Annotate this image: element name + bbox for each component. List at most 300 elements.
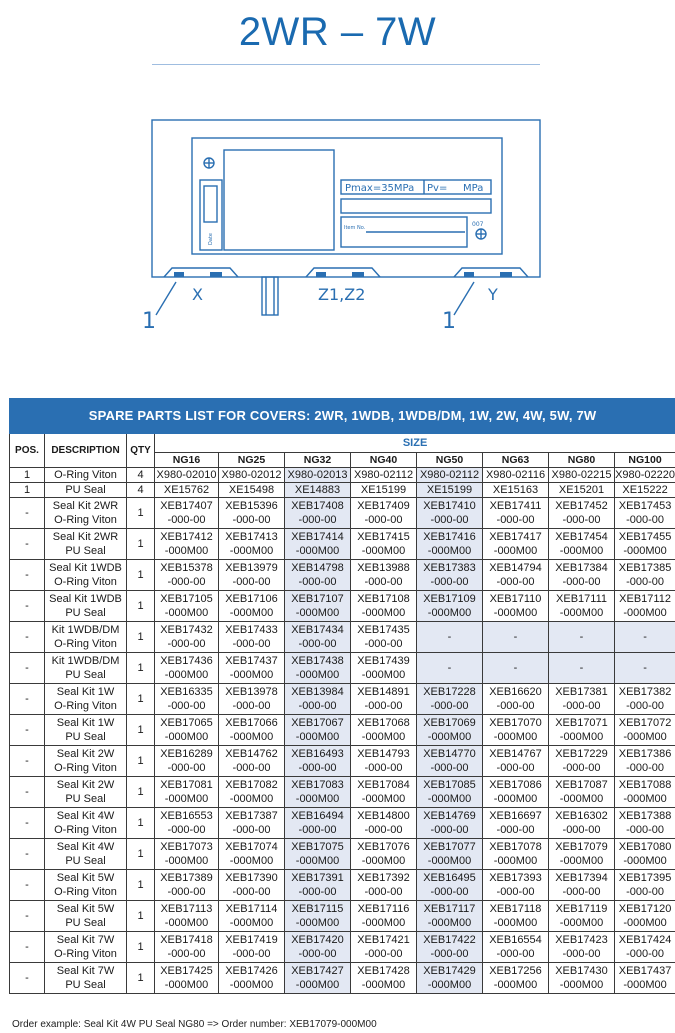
description-line: O-Ring Viton bbox=[54, 948, 117, 960]
description-line: Kit 1WDB/DM bbox=[51, 655, 120, 667]
part-number-cell bbox=[285, 715, 351, 746]
description-cell bbox=[45, 777, 127, 808]
part-number-cell bbox=[219, 746, 285, 777]
part-number-line: -000-00 bbox=[626, 514, 665, 526]
part-number-line: -000M00 bbox=[623, 545, 667, 557]
size-header-ng25: NG25 bbox=[219, 453, 285, 468]
code-label: 007 bbox=[472, 221, 484, 228]
part-number-cell bbox=[615, 653, 675, 684]
part-number-cell bbox=[155, 715, 219, 746]
part-number-cell bbox=[351, 808, 417, 839]
description-cell bbox=[45, 746, 127, 777]
part-number-cell bbox=[549, 468, 615, 483]
part-number-cell bbox=[285, 777, 351, 808]
pos-cell: 1 bbox=[10, 468, 45, 483]
part-number-line: XEB17117 bbox=[423, 903, 476, 915]
part-number-line: -000M00 bbox=[559, 855, 604, 867]
part-number-line: -000-00 bbox=[167, 514, 206, 526]
part-number-line: -000M00 bbox=[164, 979, 209, 991]
description-line: Seal Kit 7W bbox=[56, 965, 115, 977]
qty-cell: 1 bbox=[127, 808, 155, 839]
part-number-line: XEB17436 bbox=[160, 655, 213, 667]
part-number-cell bbox=[615, 808, 675, 839]
qty-cell: 1 bbox=[127, 529, 155, 560]
part-number-cell bbox=[417, 901, 483, 932]
part-number-cell bbox=[417, 715, 483, 746]
description-line: PU Seal bbox=[65, 669, 106, 681]
part-number-cell bbox=[549, 498, 615, 529]
part-number-line: - bbox=[447, 631, 452, 643]
part-number-line: XEB17113 bbox=[160, 903, 213, 915]
part-number-cell bbox=[155, 870, 219, 901]
part-number-cell bbox=[285, 932, 351, 963]
part-number-cell bbox=[417, 870, 483, 901]
part-number-line: -000-00 bbox=[298, 824, 337, 836]
description-line: Seal Kit 2W bbox=[56, 779, 115, 791]
part-number-line: -000-00 bbox=[626, 700, 665, 712]
part-number-cell bbox=[549, 483, 615, 498]
part-number-line: -000-00 bbox=[298, 576, 337, 588]
part-number-line: -000-00 bbox=[364, 948, 403, 960]
part-number-cell bbox=[483, 622, 549, 653]
part-number-line: XEB17075 bbox=[291, 841, 344, 853]
part-number-cell bbox=[615, 498, 675, 529]
part-number-cell bbox=[417, 468, 483, 483]
part-number-line: XEB17414 bbox=[291, 531, 344, 543]
part-number-cell bbox=[219, 529, 285, 560]
part-number-line: -000M00 bbox=[361, 979, 406, 991]
part-number-line: XEB17407 bbox=[160, 500, 213, 512]
part-number-line: -000-00 bbox=[298, 948, 337, 960]
part-number-cell bbox=[417, 498, 483, 529]
part-number-line: X980-02215 bbox=[551, 469, 612, 481]
part-number-line: -000-00 bbox=[298, 700, 337, 712]
part-number-line: XEB13979 bbox=[225, 562, 278, 574]
part-number-line: -000-00 bbox=[167, 762, 206, 774]
part-number-cell bbox=[615, 684, 675, 715]
part-number-line: -000M00 bbox=[295, 669, 340, 681]
part-number-line: -000-00 bbox=[167, 700, 206, 712]
size-header-ng63: NG63 bbox=[483, 453, 549, 468]
part-number-line: XEB16494 bbox=[291, 810, 344, 822]
part-number-line: -000-00 bbox=[562, 886, 601, 898]
table-banner: SPARE PARTS LIST FOR COVERS: 2WR, 1WDB, 1WDB/DM, 1W, 2W, 4W, 5W, 7W bbox=[10, 399, 675, 434]
part-number-line: -000M00 bbox=[361, 669, 406, 681]
part-number-cell bbox=[549, 653, 615, 684]
part-number-cell bbox=[155, 483, 219, 498]
part-number-line: XEB17080 bbox=[618, 841, 672, 853]
table-row bbox=[10, 715, 675, 746]
part-number-line: -000-00 bbox=[626, 886, 665, 898]
part-number-cell bbox=[285, 746, 351, 777]
part-number-cell bbox=[483, 777, 549, 808]
part-number-line: XE15222 bbox=[622, 484, 668, 496]
part-number-line: XEB16495 bbox=[423, 872, 476, 884]
part-number-line: XEB15378 bbox=[160, 562, 213, 574]
pv-label: Pv= bbox=[427, 183, 448, 194]
part-number-line: -000M00 bbox=[164, 669, 209, 681]
part-number-line: -000M00 bbox=[295, 855, 340, 867]
part-number-cell bbox=[549, 529, 615, 560]
description-cell bbox=[45, 870, 127, 901]
part-number-cell bbox=[615, 529, 675, 560]
part-number-cell bbox=[549, 963, 615, 994]
part-number-cell bbox=[615, 622, 675, 653]
part-number-line: XEB17394 bbox=[555, 872, 608, 884]
part-number-cell bbox=[615, 932, 675, 963]
part-number-cell bbox=[351, 870, 417, 901]
part-number-line: XEB17081 bbox=[160, 779, 213, 791]
part-number-line: -000M00 bbox=[164, 855, 209, 867]
description-line: Seal Kit 5W bbox=[56, 903, 115, 915]
part-number-line: XEB13978 bbox=[225, 686, 278, 698]
table-row bbox=[10, 560, 675, 591]
part-number-line: XEB17415 bbox=[357, 531, 410, 543]
part-number-cell bbox=[615, 870, 675, 901]
part-number-line: XEB17428 bbox=[357, 965, 410, 977]
part-number-line: XEB17429 bbox=[423, 965, 476, 977]
table-row bbox=[10, 653, 675, 684]
part-number-line: XEB17228 bbox=[423, 686, 476, 698]
part-number-line: XEB17120 bbox=[618, 903, 672, 915]
part-number-line: XEB17422 bbox=[423, 934, 476, 946]
part-number-cell bbox=[615, 468, 675, 483]
part-number-cell bbox=[549, 808, 615, 839]
part-number-cell bbox=[351, 560, 417, 591]
pos-cell: - bbox=[10, 963, 45, 994]
part-number-line: XEB14800 bbox=[357, 810, 410, 822]
part-number-line: XEB17409 bbox=[357, 500, 410, 512]
parts-body bbox=[10, 468, 675, 994]
part-number-line: -000M00 bbox=[623, 793, 667, 805]
part-number-line: XEB17420 bbox=[291, 934, 344, 946]
part-number-line: -000M00 bbox=[427, 545, 472, 557]
part-number-line: -000M00 bbox=[164, 731, 209, 743]
part-number-line: XEB16697 bbox=[489, 810, 542, 822]
part-number-cell bbox=[615, 777, 675, 808]
part-number-cell bbox=[483, 870, 549, 901]
part-number-cell bbox=[549, 684, 615, 715]
part-number-line: -000-00 bbox=[496, 576, 535, 588]
pv-unit-label: MPa bbox=[463, 183, 484, 194]
part-number-cell bbox=[351, 498, 417, 529]
part-number-line: XEB13984 bbox=[291, 686, 344, 698]
col-qty-header: QTY bbox=[127, 434, 155, 468]
part-number-line: -000M00 bbox=[361, 731, 406, 743]
description-line: O-Ring Viton bbox=[54, 469, 117, 481]
description-line: O-Ring Viton bbox=[54, 576, 117, 588]
part-number-cell bbox=[351, 622, 417, 653]
part-number-line: X980-02112 bbox=[419, 469, 480, 481]
part-number-line: XEB17115 bbox=[291, 903, 344, 915]
part-number-line: XEB17069 bbox=[423, 717, 476, 729]
part-number-cell bbox=[155, 932, 219, 963]
part-number-line: XEB14798 bbox=[291, 562, 344, 574]
description-line: PU Seal bbox=[65, 607, 106, 619]
part-number-cell bbox=[155, 622, 219, 653]
part-number-line: XEB17424 bbox=[618, 934, 672, 946]
part-number-cell bbox=[417, 746, 483, 777]
part-number-line: -000-00 bbox=[364, 638, 403, 650]
part-number-line: -000M00 bbox=[623, 855, 667, 867]
part-number-line: XEB17065 bbox=[160, 717, 213, 729]
part-number-line: XEB17387 bbox=[225, 810, 278, 822]
part-number-line: -000M00 bbox=[361, 793, 406, 805]
part-number-cell bbox=[155, 901, 219, 932]
part-number-cell bbox=[483, 653, 549, 684]
qty-cell: 1 bbox=[127, 777, 155, 808]
description-line: PU Seal bbox=[65, 793, 106, 805]
part-number-line: -000M00 bbox=[559, 545, 604, 557]
part-number-line: XEB16335 bbox=[160, 686, 213, 698]
part-number-line: -000M00 bbox=[295, 917, 340, 929]
part-number-line: -000M00 bbox=[559, 731, 604, 743]
part-number-cell bbox=[219, 653, 285, 684]
description-line: O-Ring Viton bbox=[54, 700, 117, 712]
part-number-cell bbox=[285, 963, 351, 994]
description-line: Seal Kit 1W bbox=[56, 717, 115, 729]
part-number-line: XEB17110 bbox=[489, 593, 542, 605]
part-number-cell bbox=[615, 746, 675, 777]
part-number-line: -000M00 bbox=[229, 855, 274, 867]
part-number-cell bbox=[285, 808, 351, 839]
description-cell bbox=[45, 653, 127, 684]
part-number-line: -000M00 bbox=[427, 607, 472, 619]
pos-cell: - bbox=[10, 684, 45, 715]
pos-cell: 1 bbox=[10, 483, 45, 498]
part-number-line: XE14883 bbox=[294, 484, 341, 496]
table-row bbox=[10, 622, 675, 653]
part-number-cell bbox=[351, 901, 417, 932]
port-x-label: X bbox=[192, 285, 203, 304]
part-number-cell bbox=[155, 468, 219, 483]
part-number-line: -000M00 bbox=[229, 731, 274, 743]
part-number-line: XEB17408 bbox=[291, 500, 344, 512]
part-number-line: -000-00 bbox=[626, 576, 665, 588]
part-number-cell bbox=[615, 963, 675, 994]
part-number-line: XEB17419 bbox=[225, 934, 278, 946]
table-row bbox=[10, 591, 675, 622]
part-number-cell bbox=[417, 839, 483, 870]
part-number-cell bbox=[417, 560, 483, 591]
part-number-cell bbox=[285, 591, 351, 622]
part-number-cell bbox=[483, 901, 549, 932]
part-number-cell bbox=[285, 839, 351, 870]
part-number-cell bbox=[155, 498, 219, 529]
part-number-line: -000-00 bbox=[430, 700, 469, 712]
order-example-note: Order example: Seal Kit 4W PU Seal NG80 => Order number: XEB17079-000M00 bbox=[12, 1019, 377, 1030]
part-number-line: XEB17118 bbox=[489, 903, 542, 915]
part-number-line: -000-00 bbox=[430, 576, 469, 588]
part-number-line: -000M00 bbox=[493, 731, 538, 743]
port-z-label: Z1,Z2 bbox=[318, 285, 366, 304]
part-number-line: XEB16302 bbox=[555, 810, 608, 822]
pos-cell: - bbox=[10, 901, 45, 932]
part-number-line: -000M00 bbox=[361, 855, 406, 867]
part-number-line: -000M00 bbox=[361, 607, 406, 619]
description-line: O-Ring Viton bbox=[54, 514, 117, 526]
part-number-cell bbox=[417, 808, 483, 839]
part-number-cell bbox=[285, 560, 351, 591]
part-number-cell bbox=[615, 901, 675, 932]
part-number-line: XEB17074 bbox=[225, 841, 278, 853]
part-number-line: XEB17433 bbox=[225, 624, 278, 636]
size-header-ng50: NG50 bbox=[417, 453, 483, 468]
part-number-line: XEB14767 bbox=[489, 748, 542, 760]
part-number-line: XEB17381 bbox=[555, 686, 608, 698]
part-number-cell bbox=[417, 622, 483, 653]
qty-cell: 1 bbox=[127, 932, 155, 963]
size-header-ng100: NG100 bbox=[615, 453, 675, 468]
description-line: Seal Kit 1WDB bbox=[49, 562, 122, 574]
part-number-line: -000-00 bbox=[364, 886, 403, 898]
part-number-line: XEB17088 bbox=[618, 779, 672, 791]
qty-cell: 1 bbox=[127, 560, 155, 591]
description-line: PU Seal bbox=[65, 731, 106, 743]
description-line: O-Ring Viton bbox=[54, 886, 117, 898]
part-number-cell bbox=[219, 591, 285, 622]
description-line: Seal Kit 4W bbox=[56, 841, 115, 853]
part-number-cell bbox=[549, 839, 615, 870]
part-number-line: XEB14762 bbox=[225, 748, 278, 760]
part-number-cell bbox=[549, 746, 615, 777]
part-number-line: -000M00 bbox=[427, 979, 472, 991]
part-number-cell bbox=[285, 901, 351, 932]
part-number-cell bbox=[351, 963, 417, 994]
part-number-cell bbox=[155, 777, 219, 808]
part-number-line: XEB17071 bbox=[555, 717, 608, 729]
part-number-line: XEB17388 bbox=[618, 810, 672, 822]
pos-cell: - bbox=[10, 839, 45, 870]
part-number-cell bbox=[351, 684, 417, 715]
part-number-line: XEB17078 bbox=[489, 841, 542, 853]
description-cell bbox=[45, 560, 127, 591]
part-number-line: XEB17109 bbox=[423, 593, 476, 605]
part-number-cell bbox=[549, 715, 615, 746]
part-number-line: -000M00 bbox=[361, 545, 406, 557]
part-number-cell bbox=[483, 591, 549, 622]
table-row bbox=[10, 808, 675, 839]
part-number-cell bbox=[155, 839, 219, 870]
pos-cell: - bbox=[10, 870, 45, 901]
part-number-line: -000-00 bbox=[298, 638, 337, 650]
part-number-cell bbox=[615, 591, 675, 622]
part-number-cell bbox=[417, 591, 483, 622]
part-number-line: -000-00 bbox=[298, 762, 337, 774]
part-number-line: XEB17079 bbox=[555, 841, 608, 853]
size-header-ng40: NG40 bbox=[351, 453, 417, 468]
part-number-line: -000-00 bbox=[167, 576, 206, 588]
part-number-line: XEB17382 bbox=[618, 686, 672, 698]
part-number-cell bbox=[417, 653, 483, 684]
description-line: Seal Kit 1WDB bbox=[49, 593, 122, 605]
table-row bbox=[10, 901, 675, 932]
part-number-line: XEB14794 bbox=[489, 562, 542, 574]
part-number-cell bbox=[483, 746, 549, 777]
part-number-line: X980-02010 bbox=[156, 469, 217, 481]
description-cell bbox=[45, 839, 127, 870]
description-line: PU Seal bbox=[65, 979, 106, 991]
table-row bbox=[10, 963, 675, 994]
part-number-cell bbox=[219, 483, 285, 498]
qty-cell: 1 bbox=[127, 746, 155, 777]
table-row bbox=[10, 746, 675, 777]
part-number-line: XEB17434 bbox=[291, 624, 344, 636]
part-number-cell bbox=[155, 808, 219, 839]
part-number-cell bbox=[483, 529, 549, 560]
part-number-line: -000M00 bbox=[493, 607, 538, 619]
part-number-line: -000M00 bbox=[493, 917, 538, 929]
part-number-line: XEB16493 bbox=[291, 748, 344, 760]
part-number-cell bbox=[285, 622, 351, 653]
part-number-line: -000M00 bbox=[493, 545, 538, 557]
part-number-line: XEB17417 bbox=[489, 531, 542, 543]
part-number-line: -000-00 bbox=[167, 886, 206, 898]
qty-cell: 1 bbox=[127, 684, 155, 715]
part-number-line: X980-02012 bbox=[221, 469, 282, 481]
part-number-cell bbox=[417, 529, 483, 560]
part-number-line: XEB17082 bbox=[225, 779, 278, 791]
page-title: 2WR – 7W bbox=[238, 10, 437, 54]
part-number-cell bbox=[351, 529, 417, 560]
description-line: Seal Kit 5W bbox=[56, 872, 115, 884]
part-number-line: -000-00 bbox=[232, 948, 271, 960]
qty-cell: 1 bbox=[127, 963, 155, 994]
col-size-header: SIZE bbox=[155, 434, 675, 453]
part-number-line: -000-00 bbox=[562, 576, 601, 588]
qty-cell: 1 bbox=[127, 901, 155, 932]
part-number-line: XEB13988 bbox=[357, 562, 410, 574]
part-number-cell bbox=[219, 622, 285, 653]
part-number-line: XEB17083 bbox=[291, 779, 344, 791]
part-number-line: -000M00 bbox=[427, 731, 472, 743]
part-number-line: XEB17439 bbox=[357, 655, 410, 667]
size-header-ng16: NG16 bbox=[155, 453, 219, 468]
qty-cell: 1 bbox=[127, 839, 155, 870]
part-number-line: -000M00 bbox=[295, 545, 340, 557]
part-number-line: XE15762 bbox=[163, 484, 210, 496]
part-number-cell bbox=[285, 684, 351, 715]
part-number-cell bbox=[285, 653, 351, 684]
part-number-line: -000-00 bbox=[496, 886, 535, 898]
qty-cell: 1 bbox=[127, 870, 155, 901]
part-number-cell bbox=[351, 777, 417, 808]
part-number-line: -000-00 bbox=[562, 514, 601, 526]
part-number-cell bbox=[155, 591, 219, 622]
part-number-line: -000-00 bbox=[232, 638, 271, 650]
part-number-line: XEB17438 bbox=[291, 655, 344, 667]
part-number-line: -000-00 bbox=[496, 824, 535, 836]
part-number-line: XEB17390 bbox=[225, 872, 278, 884]
table-row bbox=[10, 839, 675, 870]
description-line: Seal Kit 7W bbox=[56, 934, 115, 946]
part-number-line: XEB17070 bbox=[489, 717, 542, 729]
description-line: O-Ring Viton bbox=[54, 824, 117, 836]
part-number-line: XEB14770 bbox=[423, 748, 476, 760]
part-number-cell bbox=[219, 963, 285, 994]
part-number-cell bbox=[219, 932, 285, 963]
part-number-cell bbox=[417, 684, 483, 715]
part-number-line: -000M00 bbox=[295, 979, 340, 991]
part-number-line: -000M00 bbox=[427, 855, 472, 867]
description-line: Seal Kit 4W bbox=[56, 810, 115, 822]
part-number-line: -000-00 bbox=[167, 638, 206, 650]
part-number-line: XEB17112 bbox=[619, 593, 671, 605]
part-number-line: - bbox=[513, 631, 518, 643]
part-number-line: -000M00 bbox=[493, 855, 538, 867]
part-number-line: XEB17412 bbox=[160, 531, 213, 543]
part-number-line: -000M00 bbox=[295, 793, 340, 805]
